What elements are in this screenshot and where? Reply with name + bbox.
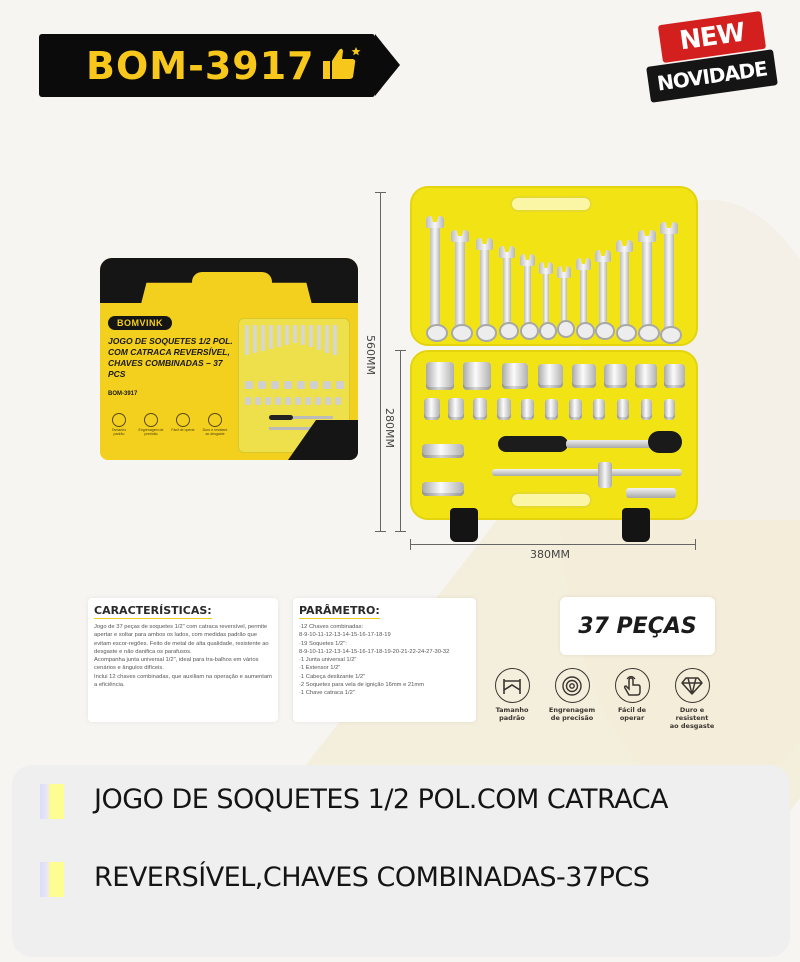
feature-standard-size: Tamanho padrão [488,668,536,730]
socket [538,364,563,388]
parameter-item: 8-9-10-11-12-13-14-15-16-17-18-19 [299,632,391,639]
packaging-code: BOM-3917 [108,391,138,397]
socket [593,399,605,420]
parameter-item: ·2 Soquetes para vela de ignição 16mm e 21mm [299,682,425,689]
height-half-label: 280MM [383,408,396,448]
precision-gear-icon: Engrenagem de precisão [138,413,164,436]
parameter-item: 8-9-10-11-12-13-14-15-16-17-18-19-20-21-22-24-27-30-32 [299,648,450,655]
ratchet-head [648,431,682,453]
spark-plug-socket [422,444,464,458]
brand-logo: BOMVINK [108,316,172,330]
ratchet-handle [498,436,568,452]
socket [664,399,675,420]
width-label: 380MM [530,548,570,561]
features-title: CARACTERÍSTICAS: [94,604,212,617]
standard-size-icon [495,668,530,703]
universal-joint [626,488,676,498]
wrench [543,268,549,332]
wrench [430,222,440,334]
new-badge [648,10,778,106]
feature-precision-gear: Engrenagem de precisão [548,668,596,730]
extension-bar [492,469,682,476]
standard-size-icon: Tamanho padrão [106,413,132,436]
case-latch [450,508,478,542]
socket [569,399,582,420]
wrench [620,246,629,334]
tool-case-image [410,186,698,520]
socket [497,398,511,420]
parameter-item: ·1 Cabeça deslizante 1/2" [299,673,366,680]
easy-operate-icon [615,668,650,703]
socket [448,398,464,420]
height-dimension-line [380,192,381,532]
durable-diamond-icon: Duro e resistent ao desgaste [202,413,228,436]
bullet-marker-icon [40,784,64,819]
precision-gear-icon [555,668,590,703]
socket [521,399,534,420]
socket [617,399,629,420]
features-paragraph: Acompanha junta universal 1/2", ideal para tra-balhos em vários cenários e ângulos difíceis. [94,657,259,672]
parameters-card [293,598,476,722]
features-paragraph: Inclui 12 chaves combinadas, que auxiliam na operação e aumentam a eficiência. [94,673,272,689]
wrench [580,264,587,332]
socket [502,363,528,389]
parameter-item: ·12 Chaves combinadas: [299,624,364,630]
socket [424,398,440,420]
height-total-label: 560MM [364,335,377,375]
case-latch [622,508,650,542]
half-height-dimension-line [400,350,401,532]
wrench [642,236,652,334]
features-paragraph: Jogo de 37 peças de soquetes 1/2" com catraca reversível, permite apertar e soltar para ambos os lados, com medidas padrão que evitam escor-regões. Feito de metal de alta qualidade, resistente ao desgaste e não danifica os parafusos. [94,624,269,655]
sliding-t-head [598,462,612,488]
durable-diamond-icon [675,668,710,703]
spark-plug-socket [422,482,464,496]
wrench [503,252,511,332]
feature-durable: Duro e resistent ao desgaste [668,668,716,730]
socket [545,399,558,420]
wrench [664,228,674,336]
wrench [561,272,567,330]
parameter-item: ·19 Soquetes 1/2": [299,640,347,647]
bullet-marker-icon [40,862,64,897]
feature-icons [488,668,716,730]
parameter-item: ·1 Junta universal 1/2" [299,657,357,664]
novidade-label: NOVIDADE [646,49,778,102]
product-title-panel [12,765,790,957]
product-title-line-2: REVERSÍVEL,CHAVES COMBINADAS-37PCS [94,862,650,893]
ratchet-bar [566,440,656,448]
socket [641,399,652,420]
title-line [40,781,694,819]
socket [463,362,491,390]
parameters-title: PARÂMETRO: [299,604,380,617]
packaging-icons [106,413,228,436]
product-title-line-1: JOGO DE SOQUETES 1/2 POL.COM CATRACA [94,784,669,815]
title-line [40,859,794,897]
case-handle [510,196,592,212]
packaging-image [100,258,358,460]
width-dimension-line [410,544,696,545]
socket [426,362,454,390]
packaging-handle [192,272,272,292]
socket [572,364,596,388]
pieces-count-badge: 37 PEÇAS [560,597,715,655]
parameter-item: ·1 Chave catraca 1/2" [299,690,355,697]
easy-operate-icon: Fácil de operar [170,413,196,436]
wrench [599,256,607,332]
wrench [455,236,465,334]
socket [473,398,487,420]
socket [604,364,627,388]
new-label: NEW [658,11,766,63]
model-code: BOM-3917 [86,43,315,88]
case-handle [510,492,592,508]
parameter-item: ·1 Extensor 1/2" [299,665,341,672]
wrench [524,260,531,332]
thumbs-up-star-icon [321,46,361,82]
parameters-list [299,623,470,698]
model-code-banner [39,34,375,97]
socket [664,364,685,388]
features-card [88,598,278,722]
wrench [480,244,489,334]
packaging-title: JOGO DE SOQUETES 1/2 POL. COM CATRACA REVERSÍVEL, CHAVES COMBINADAS – 37 PCS [108,336,233,379]
feature-easy-operate: Fácil de operar [608,668,656,730]
socket [635,364,657,388]
